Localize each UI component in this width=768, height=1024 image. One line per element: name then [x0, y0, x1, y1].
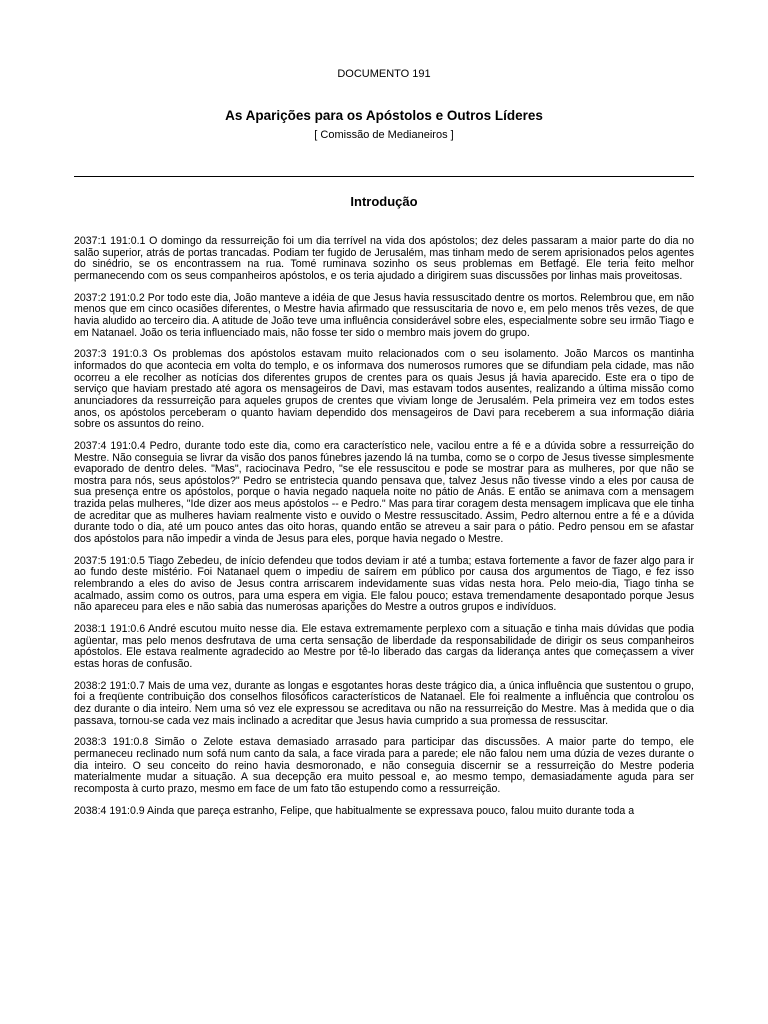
paragraph: 2037:5 191:0.5 Tiago Zebedeu, de início defendeu que todos deviam ir até a tumba; estava fortemente a favor de fazer algo para ir ao fundo deste mistério. Foi Natanael quem o impediu de saírem em público por causa dos argumentos de Tiago, e fez isso relembrando a eles do aviso de Jesus contra arriscarem indevidamente suas vidas nesta hora. Pelo meio-dia, Tiago tinha se acalmado, assim como os outros, para uma espera em vigia. Ele falou pouco; estava tremendamente desapontado porque Jesus não apareceu para eles e não sabia das numerosas aparições do Mestre a outros grupos e indivíduos. [74, 554, 694, 614]
section-title: Introdução [350, 194, 418, 209]
document-body [74, 236, 694, 954]
paragraph: 2037:1 191:0.1 O domingo da ressurreição foi um dia terrível na vida dos apóstolos; dez deles passaram a maior parte do dia no salão superior, atrás de portas trancadas. Podiam ter fugido de Jerusalém, mas tinham medo de serem aprisionados pelos agentes do sinédrio, se os encontrassem na rua. Tomé ruminava sozinho os seus problemas em Betfagé. Ele teria feito melhor permanecendo com os seus companheiros apóstolos, e os teria ajudado a dirigirem suas discussões por linhas mais proveitosas. [74, 236, 694, 282]
paragraph: 2038:2 191:0.7 Mais de uma vez, durante as longas e esgotantes horas deste trágico dia, a única influência que sustentou o grupo, foi a freqüente contribuição dos conselhos filosóficos característicos de Natanael. Ele foi realmente a influência que controlou os dez durante o dia inteiro. Nem uma só vez ele expressou se acreditava ou não na ressurreição do Mestre. Mas à medida que o dia passava, tornou-se cada vez mais inclinado a acreditar que Jesus havia cumprido a sua promessa de ressuscitar. [74, 679, 694, 727]
paragraph: 2038:3 191:0.8 Simão o Zelote estava demasiado arrasado para participar das discussões. A maior parte do tempo, ele permaneceu reclinado num sofá num canto da sala, a face virada para a parede; ele não falou nem uma dúzia de vezes durante o dia inteiro. O seu conceito do reino havia desmoronado, e não conseguia discernir se a ressurreição do Mestre poderia materialmente mudar a situação. A sua decepção era muito pessoal e, ao mesmo tempo, demasiadamente aguda para ser recomposta à curto prazo, mesmo em face de um fato tão estupendo como a ressurreição. [74, 736, 694, 795]
paragraph: 2038:4 191:0.9 Ainda que pareça estranho, Felipe, que habitualmente se expressava pouco, falou muito durante toda a [74, 804, 635, 817]
paragraph: 2037:3 191:0.3 Os problemas dos apóstolos estavam muito relacionados com o seu isolamento. João Marcos os mantinha informados do que acontecia em volta do templo, e os informava dos numerosos rumores que se difundiam pela cidade, mas não ocorreu a ele recolher as notícias dos diferentes grupos de crentes para os quais Jesus já havia aparecido. Este era o tipo de serviço que haviam prestado até agora os mensageiros de Davi, mas estavam todos ausentes, realizando a última missão como anunciadores da ressurreição para aqueles grupos de crentes que viviam longe de Jerusalém. Pela primeira vez em todos estes anos, os apóstolos perceberam o quanto haviam dependido dos mensageiros de Davi para receberem a sua informação diária sobre os assuntos do reino. [74, 348, 694, 431]
paragraph: 2038:1 191:0.6 André escutou muito nesse dia. Ele estava extremamente perplexo com a situação e tinha mais dúvidas que podia agüentar, mas pelo menos desfrutava de uma certa sensação de liberdade da responsabilidade de dirigir os seus companheiros apóstolos. Ele estava realmente agradecido ao Mestre por tê-lo liberado das cargas da liderança antes que começassem a viver estas horas de confusão. [74, 623, 694, 670]
paragraph: 2037:2 191:0.2 Por todo este dia, João manteve a idéia de que Jesus havia ressuscitado dentre os mortos. Relembrou que, em não menos que em cinco ocasiões diferentes, o Mestre havia afirmado que ressuscitaria de novo e, em pelo menos três vezes, de que havia aludido ao terceiro dia. A atitude de João teve uma influência considerável sobre eles, especialmente sobre seu irmão Tiago e em Natanael. João os teria influenciado mais, não fosse ter sido o membro mais jovem do grupo. [74, 291, 694, 339]
document-title: As Aparições para os Apóstolos e Outros Líderes [225, 108, 543, 123]
document-number: DOCUMENTO 191 [337, 68, 431, 80]
horizontal-rule [74, 176, 694, 177]
document-authors: [ Comissão de Medianeiros ] [314, 129, 454, 141]
paragraph: 2037:4 191:0.4 Pedro, durante todo este dia, como era característico nele, vacilou entre a fé e a dúvida sobre a ressurreição do Mestre. Não conseguia se livrar da visão dos panos fúnebres jazendo lá na tumba, como se o corpo de Jesus tivesse simplesmente evaporado de dentro deles. "Mas", raciocinava Pedro, "se ele ressuscitou e pode se mostrar para as mulheres, por que não se mostra para nós, seus apóstolos?" Pedro se entristecia quando pensava que, talvez Jesus não tivesse vindo a eles por causa de sua presença entre os apóstolos, porque o havia negado naquela noite no pátio de Anás. E então se animava com a mensagem trazida pelas mulheres, "Ide dizer aos meus apóstolos -- e Pedro." Mas para tirar coragem desta mensagem implicava que ele tinha de acreditar que as mulheres haviam realmente visto e ouvido o Mestre ressuscitado. Assim, Pedro alternou entre a fé e a dúvida durante todo o dia, até um pouco antes das oito horas, quando então se atreveu a sair para o pátio. Pedro pensou em se afastar dos apóstolos para não impedir a vinda de Jesus para eles, porque havia negado o Mestre. [74, 439, 694, 546]
